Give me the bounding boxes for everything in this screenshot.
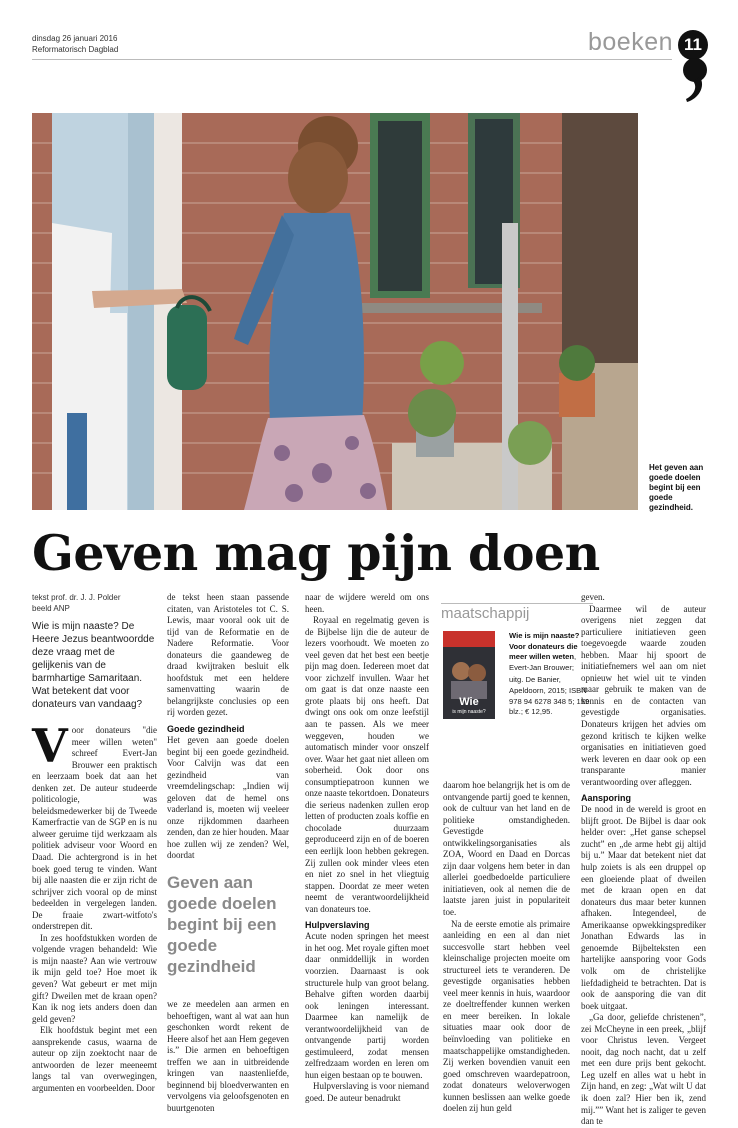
article-paragraph: Na de eerste emotie als primaire aanleiding en een al dan niet succesvolle start hebben veel kleinschalige projecten moeite om structureel iets te veranderen. De gevestigde organisaties hebben veel meer kennis in huis, waardoor ze doeltreffender kunnen werken en meer bereiken. In lokale situaties maar ook door de beïnvloeding van politieke en maatschappelijke omstandigheden. Zij werken bovendien vanuit een goed omschreven waardepatroon, zodat donateurs weloverwogen kunnen beslissen aan welke goede doelen zij hun geld <box>443 918 570 1114</box>
section-title: boeken <box>588 28 674 56</box>
book-info-box <box>441 603 593 753</box>
article-paragraph: Daarmee wil de auteur overigens niet zeggen dat particuliere initiatieven geen toegevoegde waarde zouden hebben. Maar hij spoort de initiatiefnemers wel aan om niet opnieuw het wiel uit te vinden maar gebruik te maken van de kennis en de contacten van gevestigde organisaties. Donateurs krijgen het advies om gezond kritisch te kijken welke organisaties en initiatieven goed werk leveren en daar ook op een transparante manier verantwoording over afleggen. <box>581 603 706 787</box>
article-paragraph: Acute noden springen het meest in het oog. Met royale giften moet daar onmiddellijk in worden voorzien. Daarnaast is ook structurele hulp van groot belang. Behalve giften worden daarbij ook leningen interessant. Daarmee kan namelijk de verantwoordelijkheid van de ontvangende partij worden gestimuleerd, zodat mensen zelfredzaam worden en leren om hun eigen bestaan op te bouwen. <box>305 931 429 1080</box>
comma-logo-icon <box>682 57 708 103</box>
pull-quote: Geven aan goede doelen begint bij een goede gezindheid <box>167 873 277 977</box>
article-paragraph: naar de wijdere wereld om ons heen. <box>305 592 429 614</box>
article-column-2 <box>167 592 289 1115</box>
article-paragraph: de tekst heen staan passende citaten, van Aristoteles tot C. S. Lewis, maar vooral ook uit de tijd van de Reformatie en de Nadere Reformatie. Voor donateurs die gaandeweg de draad kwijtraken besluit elk hoofdstuk met een heldere samenvatting waarin de belangrijkste conclusies op een rij worden gezet. <box>167 592 289 718</box>
book-cover-title: Wie <box>459 696 479 708</box>
page-number: 11 <box>678 30 708 60</box>
article-paragraph: Voor donateurs "die meer willen weten" schreef Evert-Jan Brouwer een praktisch en leerzaam boek dat aan het denken zet. De auteur studeerde politicologie, was beleidsmedewerker bij de Tweede Kamerfractie van de SGP en is nu alweer geruime tijd werkzaam als politiek adviseur voor Woord en Daad. Die achtergrond is in het boek goed terug te vinden. Want bij alle naasten die er zijn richt de schrijver zich vooral op de minst bedeelden in vergelegen landen. De fraaie zwart-witfoto's onderstrepen dit. <box>32 719 157 932</box>
article-column-5 <box>581 592 706 1128</box>
subheading-aansporing: Aansporing <box>581 793 632 804</box>
article-paragraph: „Ga door, geliefde christenen”, zei McCheyne in een preek, „blijf voor Christus leven. Vergeet nooit, dag noch nacht, dat u zelf met een dure prijs bent gekocht. Leg uzelf en alles wat u hebt in Zijn hand, en zeg: „Wat wilt U dat ik doen zal? Hier ben ik, zend mij.”” Want het is zaliger te geven dan te <box>581 1012 706 1127</box>
photo-caption: Het geven aan goede doelen begint bij een goede gezindheid. <box>649 463 704 512</box>
subheading-hulpverslaving: Hulpverslaving <box>305 920 370 931</box>
article-column-4 <box>443 780 570 1115</box>
box-label: maatschappij <box>441 603 593 623</box>
book-publication-details: uitg. De Banier, Apeldoorn, 2015; ISBN 978 94 6278 348 5; 159 blz.; € 12,95. <box>509 675 590 717</box>
book-cover-image <box>443 631 495 719</box>
book-author: , Evert-Jan Brouwer; <box>509 652 577 672</box>
article-intro: Wie is mijn naaste? De Heere Jezus beantwoordde deze vraag met de gelijkenis van de barmhartige Samaritaan. Wat betekent dat voor donateurs van vandaag? <box>32 621 155 710</box>
page-header-meta <box>32 33 118 55</box>
issue-date: dinsdag 26 januari 2016 <box>32 34 118 43</box>
header-rule <box>32 59 672 60</box>
book-cover-subtitle: is mijn naaste? <box>452 709 486 715</box>
article-paragraph: we ze meedelen aan armen en behoeftigen, want al wat aan hun geschonken wordt rekent de Heere alsof het aan Hem gegeven is.” Die armen en behoeftigen treffen we aan in uitbreidende kringen van naastenliefde, beginnend bij bloedverwanten en vervolgens via geloofsgenoten en buurtgenoten <box>167 999 289 1113</box>
subheading-goede-gezindheid: Goede gezindheid <box>167 724 245 735</box>
article-paragraph: daarom hoe belangrijk het is om de ontvangende partij goed te kennen, ook de cultuur van het land en de politieke omstandigheden. Gevestigde ontwikkelingsorganisaties als ZOA, Woord en Daad en Dorcas zijn daar volgens hem beter in dan allerlei goedbedoelde particuliere initiatieven, ook al nemen die de laatste jaren juist in populariteit toe. <box>443 780 570 918</box>
article-headline: Geven mag pijn doen <box>32 524 600 582</box>
article-paragraph: geven. <box>581 592 605 602</box>
article-paragraph: Royaal en regelmatig geven is de Bijbelse lijn die de auteur de lezers voorhoudt. We moeten zo veel geven dat het best een beetje pijn mag doen. Iedereen moet dat voor zichzelf invullen. Waar het om gaat is dat onze naaste een grote plaats bij ons heeft. Dat dwingt ons ook om onze leefstijl aan te passen. Als we meer weggeven, houden we automatisch minder voor onszelf over. Waar het gaat niet alleen om soberheid. Ook door ons consumptiepatroon kunnen we onze naaste tekortdoen. Donateurs die serieus nadenken zullen erop letten of producten zoals koffie en chocolade duurzaam geproduceerd zijn en of de boeren een eerlijk loon hebben gekregen. Zij zullen ook minder vlees eten en niet zo snel in het vliegtuig stappen. Doordat ze meer weten neemt de verantwoordelijkheid van donateurs toe. <box>305 615 429 914</box>
article-paragraph: In zes hoofdstukken worden de volgende vragen behandeld: Wie is mijn naaste? Aan wie vertrouw ik mijn geld toe? Hoe moet ik geven? Wat gebeurt er met mijn gift? Dweilen met de kraan open? Kan ik nog iets anders doen dan geld geven? <box>32 932 157 1024</box>
article-photo <box>32 113 638 510</box>
article-column-3 <box>305 592 429 1105</box>
article-column-1 <box>32 592 157 1095</box>
article-paragraph: De nood in de wereld is groot en blijft groot. De Bijbel is daar ook helder over: „Het ganse schepsel zucht” en „de arme hebt gij altijd bij u.” Maar dat betekent niet dat hulp zoiets is als een druppel op een gloeiende plaat of dweilen met de kraan open en dat donateurs dus maar beter kunnen afhaken. Integendeel, de Amerikaanse opwekkingsprediker Jonathan Edwards las in genoemde Bijbelteksten een hartelijke aansporing voor Gods volk om de christelijke liefdadigheid te betrachten. Dat is ook de aansporing die van dit boek uitgaat. <box>581 804 706 1011</box>
publication-name: Reformatorisch Dagblad <box>32 45 119 54</box>
byline-photo: beeld ANP <box>32 604 70 613</box>
book-title: Wie is mijn naaste? Voor donateurs die meer willen weten <box>509 631 580 662</box>
article-paragraph: Het geven aan goede doelen begint bij een goede gezindheid. Voor Calvijn was dat een gezindheid van vreemdelingschap: „Indien wij geloven dat de hemel ons vaderland is, moeten wij veeleer onze rijkdommen daarheen zenden, dan ze hier houden. Maar hoe zullen wij ze zenden? Wel, doordat <box>167 735 289 861</box>
drop-cap: V <box>32 719 68 773</box>
byline-author: tekst prof. dr. J. J. Polder <box>32 593 121 602</box>
article-paragraph: Hulpverslaving is voor niemand goed. De auteur benadrukt <box>305 1081 429 1103</box>
article-paragraph: Elk hoofdstuk begint met een aansprekende casus, waarna de auteur op zijn zoektocht naar de antwoorden de lezer meeneemt langs tal van overwegingen, argumenten en voorbeelden. Door <box>32 1025 157 1093</box>
